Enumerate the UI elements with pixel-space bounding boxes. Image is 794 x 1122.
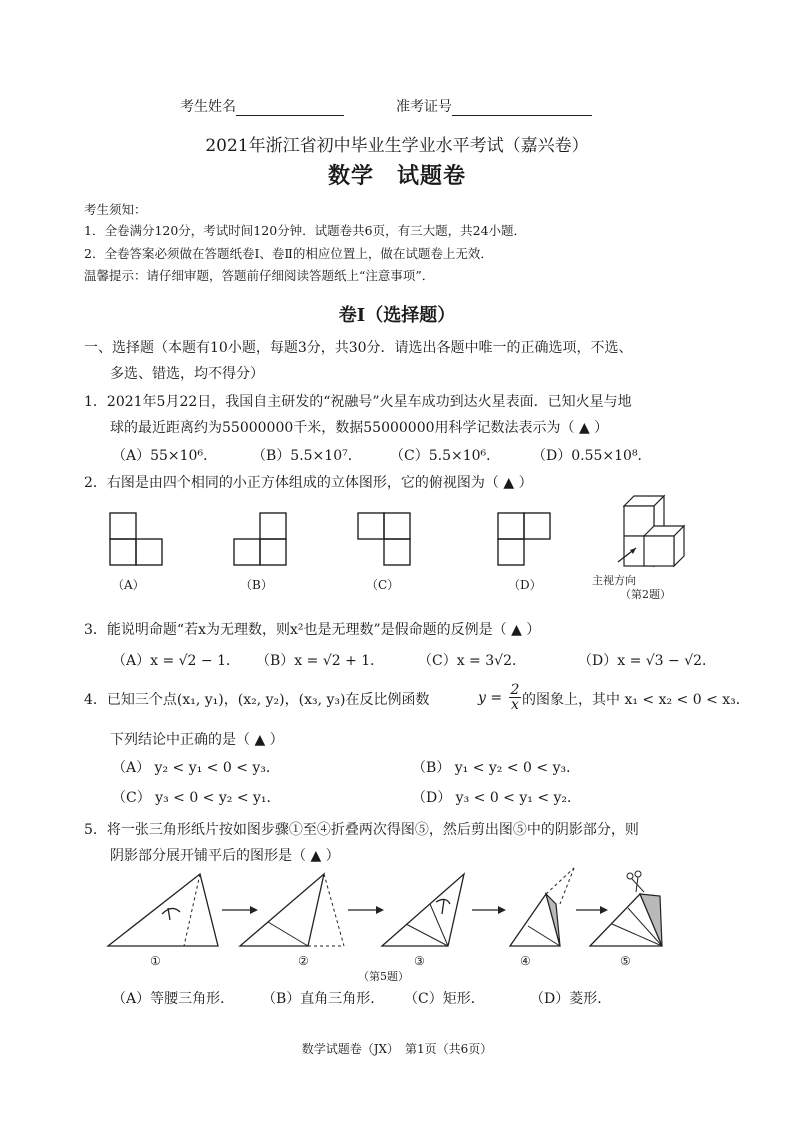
q2-option-d-figure: [498, 513, 550, 565]
candidate-name-blank: [236, 101, 344, 116]
q1-option-d: （D）0.55×10⁸．: [532, 448, 652, 464]
q5-step-3-figure: [382, 874, 464, 946]
page-footer: 数学试题卷（JX） 第1页（共6页）: [301, 1042, 493, 1056]
q1-stem-line-2: 球的最近距离约为55000000千米，数据55000000用科学记数法表示为（ ▲ ）: [110, 420, 609, 436]
q5-option-c: （C）矩形．: [404, 991, 485, 1007]
q2-option-b-figure: [234, 513, 286, 565]
part-one-line-1: 一、选择题（本题有10小题，每题3分，共30分．请选出各题中唯一的正确选项，不选、: [84, 340, 633, 356]
q4-option-b: （B） y₁ < y₂ < 0 < y₃．: [412, 760, 581, 776]
q5-arrow-2: [348, 906, 384, 914]
exam-id-field: [396, 98, 592, 116]
q2-figure-caption: （第2题）: [620, 588, 671, 601]
q2-stem: 2．右图是由四个相同的小正方体组成的立体图形，它的俯视图为（ ▲ ）: [84, 475, 533, 491]
q2-option-c-label: （C）: [366, 578, 400, 592]
section-title: 卷Ⅰ（选择题）: [338, 305, 456, 326]
q5-step-label-2: ②: [298, 954, 309, 968]
q5-option-d: （D）菱形．: [530, 991, 612, 1007]
q5-step-label-1: ①: [150, 954, 161, 968]
q5-stem-line-2: 阴影部分展开铺平后的图形是（ ▲ ）: [110, 848, 340, 864]
q5-folding-figures: [100, 864, 690, 956]
q4-option-d: （D） y₃ < 0 < y₁ < y₂．: [412, 790, 582, 806]
q4-option-c: （C） y₃ < 0 < y₂ < y₁．: [112, 790, 281, 806]
notice-line-2: 2．全卷答案必须做在答题纸卷Ⅰ、卷Ⅱ的相应位置上，做在试题卷上无效．: [84, 246, 493, 261]
part-one-line-2: 多选、错选，均不得分）: [110, 366, 264, 382]
q5-step-label-5: ⑤: [620, 954, 631, 968]
q1-stem-line-1: 1．2021年5月22日，我国自主研发的“祝融号”火星车成功到达火星表面．已知火星与地: [84, 394, 632, 410]
q2-option-c-figure: [358, 513, 410, 565]
q4-fraction: [509, 683, 522, 712]
q5-step-1-figure: [108, 874, 218, 946]
candidate-name-label: 考生姓名: [180, 99, 236, 115]
q5-option-b: （B）直角三角形．: [262, 991, 385, 1007]
candidate-name-field: [180, 98, 344, 116]
q2-option-a-label: （A）: [112, 578, 145, 592]
q5-step-4-figure: [510, 868, 574, 946]
q1-option-c: （C）5.5×10⁶．: [390, 448, 501, 464]
q4-option-a: （A） y₂ < y₁ < 0 < y₃．: [112, 760, 280, 776]
q4-fraction-numerator: 2: [510, 682, 520, 698]
q5-option-a: （A）等腰三角形．: [112, 991, 235, 1007]
q3-option-a: （A）x = √2 − 1．: [112, 653, 241, 669]
q2-cube-figure: [600, 490, 710, 585]
q2-option-a-figure: [110, 513, 162, 565]
q2-option-d-label: （D）: [508, 578, 542, 592]
notice-heading: 考生须知：: [84, 202, 147, 217]
notice-line-3: 温馨提示：请仔细审题，答题前仔细阅读答题纸上“注意事项”．: [84, 268, 435, 283]
exam-title: 2021年浙江省初中毕业生学业水平考试（嘉兴卷）: [205, 136, 589, 156]
q5-step-label-3: ③: [414, 954, 425, 968]
q3-option-c: （C）x = 3√2．: [418, 653, 526, 669]
q2-option-b-label: （B）: [240, 578, 273, 592]
q4-stem-b: 的图象上，其中 x₁ < x₂ < 0 < x₃．: [522, 692, 750, 708]
q5-step-label-4: ④: [520, 954, 531, 968]
q3-option-d: （D）x = √3 − √2．: [578, 653, 717, 669]
exam-id-label: 准考证号: [396, 99, 452, 115]
q4-stem-a: 4．已知三个点(x₁, y₁)，(x₂, y₂)，(x₃, y₃)在反比例函数: [84, 692, 430, 708]
q2-direction-label: 主视方向: [592, 574, 636, 587]
q5-arrow-3: [472, 906, 506, 914]
q5-arrow-1: [222, 906, 258, 914]
q5-stem-line-1: 5．将一张三角形纸片按如图步骤①至④折叠两次得图⑤，然后剪出图⑤中的阴影部分，则: [84, 822, 639, 838]
q5-arrow-4: [576, 906, 608, 914]
q1-option-b: （B）5.5×10⁷．: [252, 448, 362, 464]
notice-line-1: 1．全卷满分120分，考试时间120分钟．试题卷共6页，有三大题，共24小题．: [84, 223, 527, 238]
q4-function: [478, 683, 521, 712]
q4-function-lhs: y =: [478, 689, 503, 706]
q3-option-b: （B）x = √2 + 1．: [256, 653, 385, 669]
exam-id-blank: [452, 101, 592, 116]
scissors-icon: [627, 871, 644, 892]
q4-stem-line-2: 下列结论中正确的是（ ▲ ）: [110, 732, 284, 748]
q4-fraction-denominator: x: [511, 697, 519, 713]
q5-figure-caption: （第5题）: [358, 970, 409, 983]
q1-option-a: （A）55×10⁶．: [112, 448, 218, 464]
q3-stem: 3．能说明命题“若x为无理数，则x²也是无理数”是假命题的反例是（ ▲ ）: [84, 622, 541, 638]
exam-subtitle: 数学 试题卷: [327, 163, 466, 189]
